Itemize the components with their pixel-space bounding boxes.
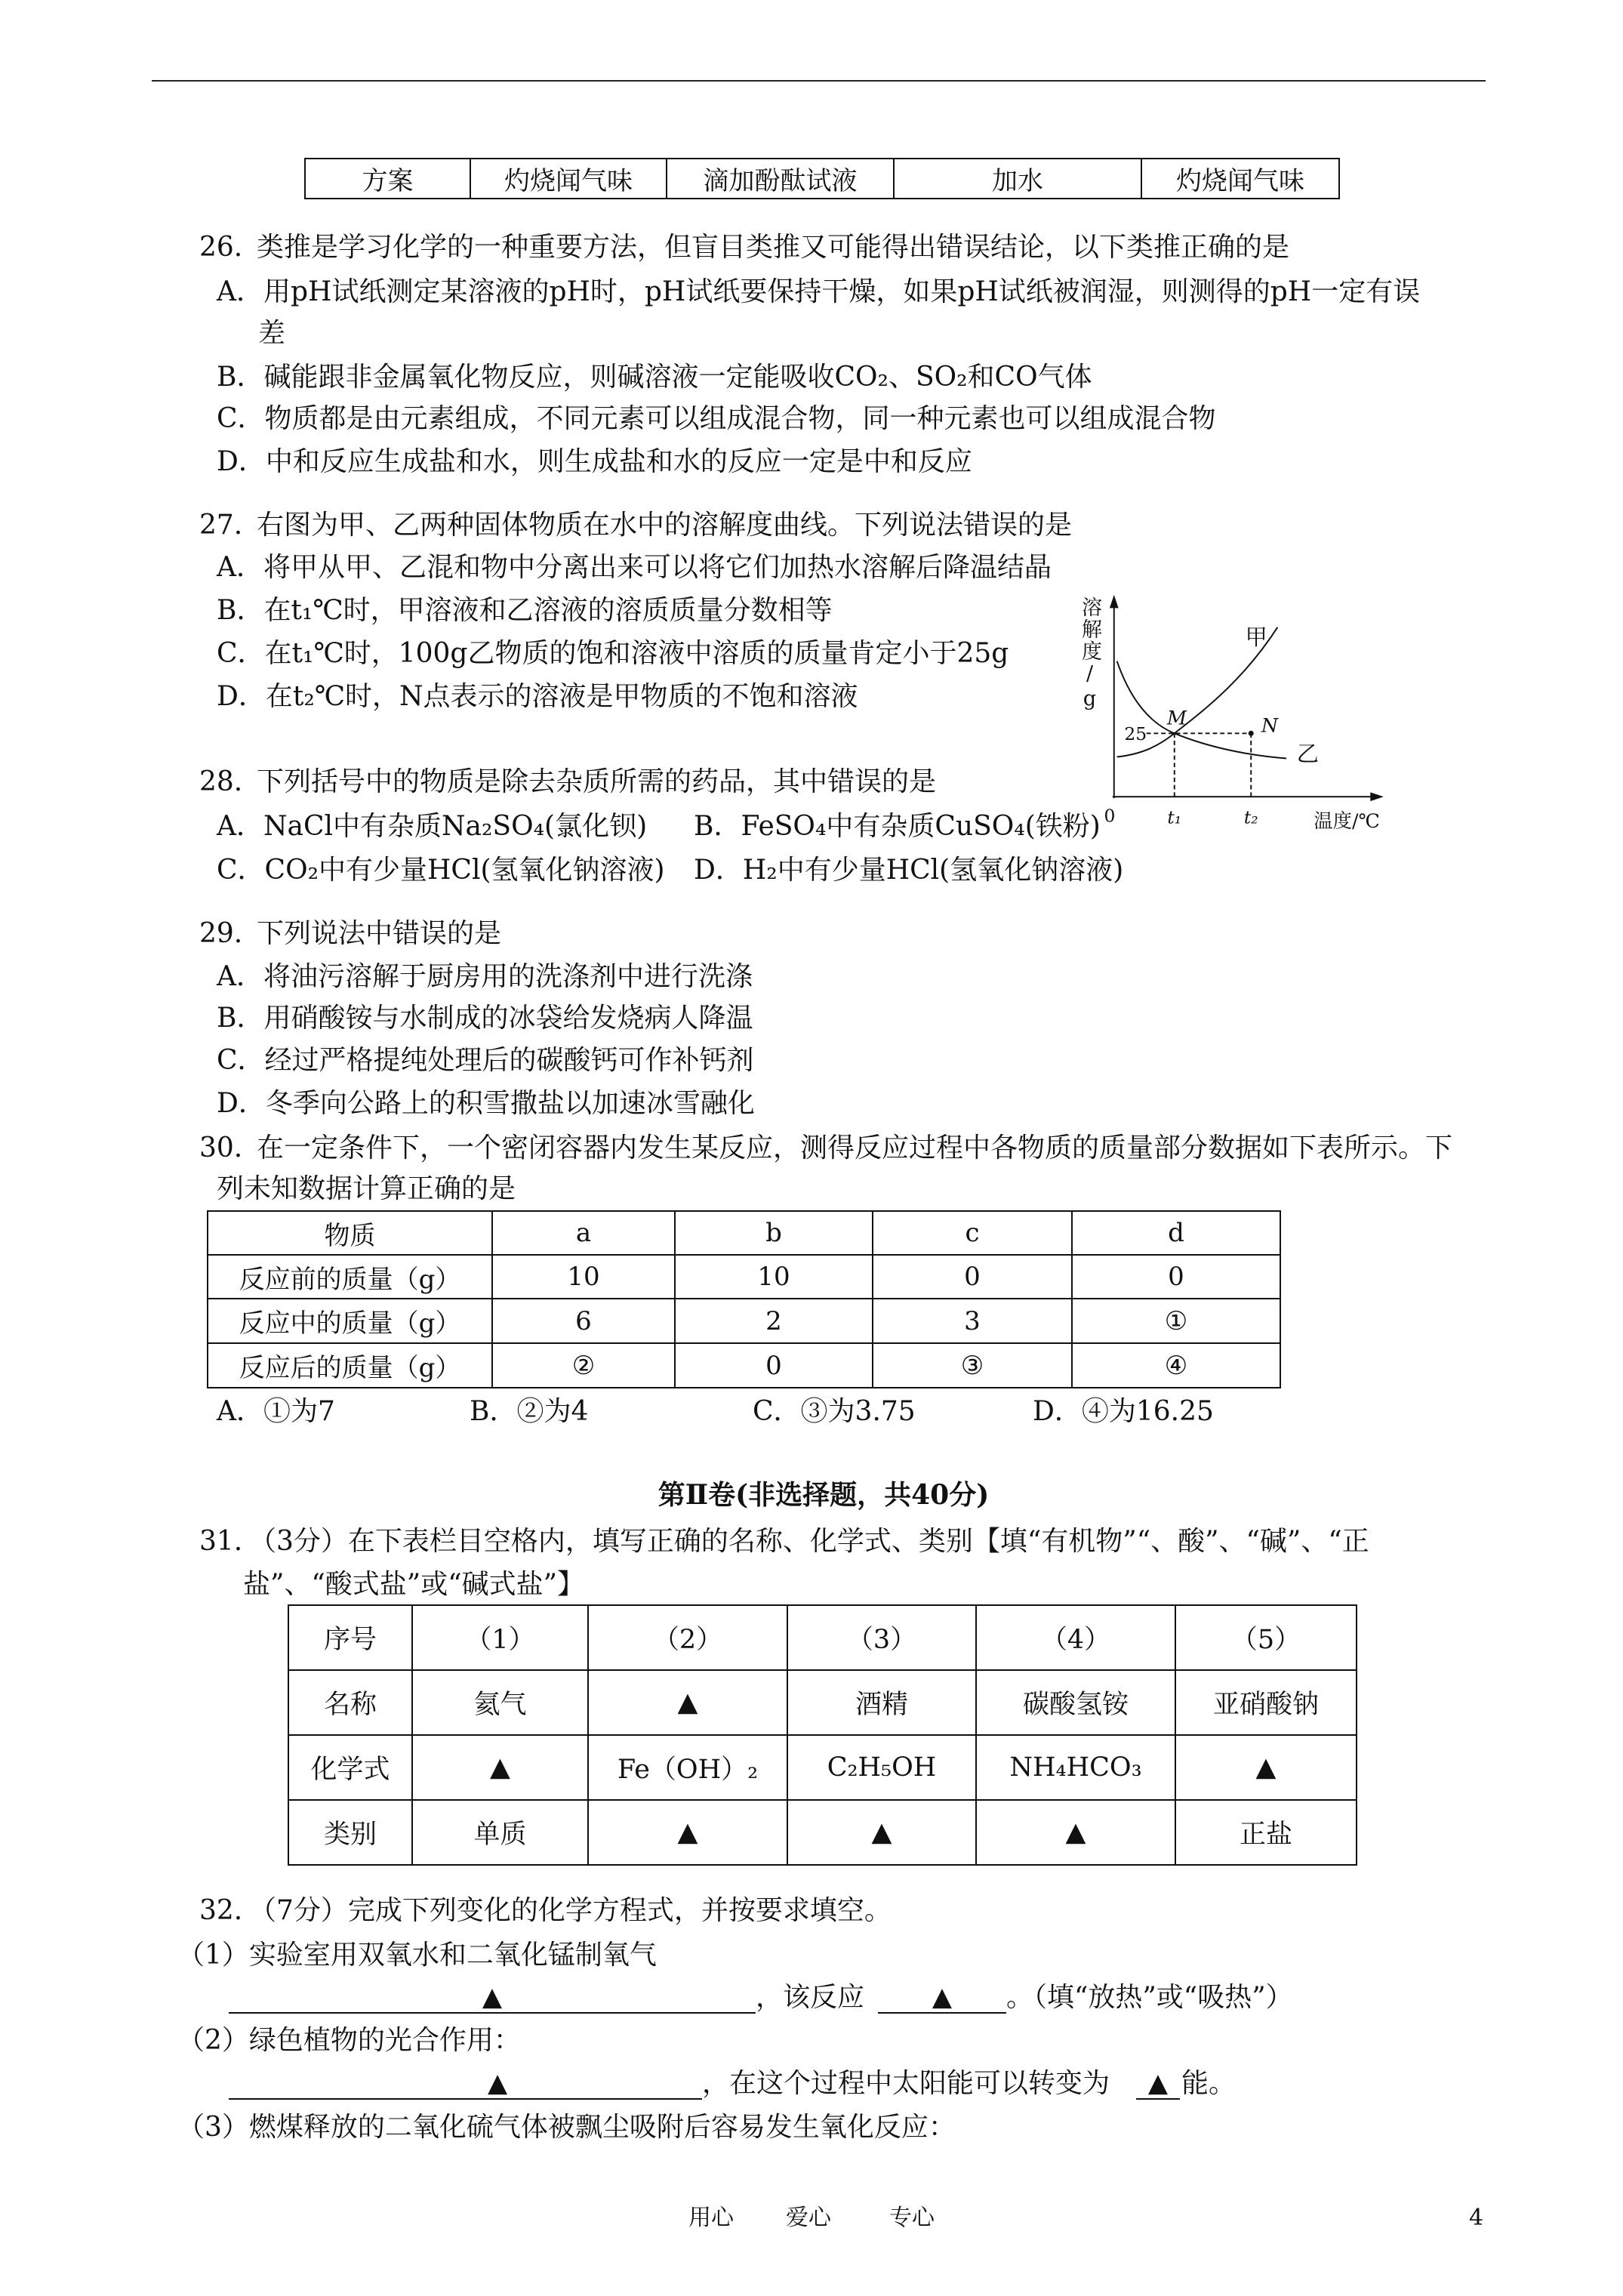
question-stem: 下列括号中的物质是除去杂质所需的药品，其中错误的是 <box>257 766 937 797</box>
table-cell: 亚硝酸钠 <box>1175 1670 1357 1735</box>
option-b: B．FeSO₄中有杂质CuSO₄(铁粉) <box>694 811 1101 842</box>
table-cell: 加水 <box>894 159 1141 199</box>
table-header-row <box>208 1211 1280 1255</box>
table-row <box>288 1735 1357 1800</box>
question-number: 26. <box>199 232 243 263</box>
table-cell: 正盐 <box>1175 1800 1357 1865</box>
table-cell: Fe（OH）₂ <box>588 1735 787 1800</box>
question-number: 27. <box>199 510 243 541</box>
part-2-text: ，在这个过程中太阳能可以转变为 <box>702 2068 1110 2099</box>
table-cell: ② <box>492 1343 675 1388</box>
question-stem: 下列说法中错误的是 <box>257 918 502 949</box>
table-row <box>208 1255 1280 1299</box>
point-n-dot <box>1249 731 1254 736</box>
table-header-cell: （2） <box>588 1605 787 1670</box>
part-2-prompt: （2）绿色植物的光合作用： <box>177 2025 521 2056</box>
solubility-curve-figure <box>1062 590 1394 834</box>
option-c: C．③为3.75 <box>753 1396 916 1427</box>
table-header-cell: 序号 <box>288 1605 412 1670</box>
part-1-hint: 。（填“放热”或“吸热”） <box>1006 1982 1293 2013</box>
page-number: 4 <box>1469 2205 1484 2231</box>
table-cell: 碳酸氢铵 <box>976 1670 1175 1735</box>
question-stem: 右图为甲、乙两种固体物质在水中的溶解度曲线。下列说法错误的是 <box>257 510 1073 541</box>
table-cell: 名称 <box>288 1670 412 1735</box>
question-number: 32. <box>199 1895 243 1926</box>
table-header-cell: 物质 <box>208 1211 492 1255</box>
question-stem: 类推是学习化学的一种重要方法，但盲目类推又可能得出错误结论，以下类推正确的是 <box>257 232 1290 263</box>
question-stem: （3分）在下表栏目空格内，填写正确的名称、化学式、类别【填“有机物”“、酸”、“碱”、“正 <box>249 1526 1369 1557</box>
answer-blank-equation <box>229 1982 756 2014</box>
part-2-end: 能。 <box>1181 2068 1236 2099</box>
option-b: B．②为4 <box>470 1396 589 1427</box>
table-header-row <box>288 1605 1357 1670</box>
table-header-cell: （4） <box>976 1605 1175 1670</box>
table-header-cell: a <box>492 1211 675 1255</box>
table-cell: 方案 <box>305 159 470 199</box>
option-a: A．①为7 <box>217 1396 335 1427</box>
table-row <box>288 1800 1357 1865</box>
table-row <box>208 1343 1280 1388</box>
point-m-label: M <box>1167 706 1187 729</box>
question-stem: （7分）完成下列变化的化学方程式，并按要求填空。 <box>249 1895 892 1926</box>
option-a: A．NaCl中有杂质Na₂SO₄(氯化钡) <box>217 811 648 842</box>
x-tick-t2: t₂ <box>1243 806 1258 828</box>
curve-label-jia: 甲 <box>1245 624 1267 651</box>
table-cell: 类别 <box>288 1800 412 1865</box>
option-c: C．CO₂中有少量HCl(氢氧化钠溶液) <box>217 855 665 886</box>
table-cell: 10 <box>675 1255 873 1299</box>
table-cell: ▲ <box>412 1735 588 1800</box>
table-cell: 2 <box>675 1299 873 1343</box>
part-1-text: ，该反应 <box>756 1982 865 2013</box>
x-tick-t1: t₁ <box>1167 806 1182 828</box>
table-cell: 单质 <box>412 1800 588 1865</box>
table-cell: 反应后的质量（g） <box>208 1343 492 1388</box>
footer-motto: 专心 <box>889 2205 935 2231</box>
part-3-prompt: （3）燃煤释放的二氧化硫气体被飘尘吸附后容易发生氧化反应： <box>177 2112 956 2143</box>
option-c: C．物质都是由元素组成，不同元素可以组成混合物，同一种元素也可以组成混合物 <box>217 403 1216 434</box>
table-header-cell: （5） <box>1175 1605 1357 1670</box>
table-cell: ▲ <box>1175 1735 1357 1800</box>
table-header-cell: （1） <box>412 1605 588 1670</box>
table-cell: ▲ <box>588 1670 787 1735</box>
blank-triangle-mark: ▲ <box>1147 2068 1169 2098</box>
x-axis-arrow-icon <box>1370 792 1384 801</box>
table-cell: 氦气 <box>412 1670 588 1735</box>
option-d: D．中和反应生成盐和水，则生成盐和水的反应一定是中和反应 <box>217 446 972 477</box>
option-d: D．冬季向公路上的积雪撒盐以加速冰雪融化 <box>217 1088 755 1119</box>
blank-triangle-mark: ▲ <box>488 2068 508 2098</box>
method-table <box>304 158 1340 199</box>
table-cell: 滴加酚酞试液 <box>667 159 894 199</box>
option-a: A．用pH试纸测定某溶液的pH时，pH试纸要保持干燥，如果pH试纸被润湿，则测得的pH一定有误 <box>217 276 1421 307</box>
option-a-continued: 差 <box>258 318 286 349</box>
table-cell: 3 <box>873 1299 1072 1343</box>
table-header-cell: d <box>1072 1211 1280 1255</box>
table-cell: 反应前的质量（g） <box>208 1255 492 1299</box>
compound-table <box>288 1604 1357 1866</box>
blank-triangle-mark: ▲ <box>482 1982 503 2012</box>
option-a: A．将甲从甲、乙混和物中分离出来可以将它们加热水溶解后降温结晶 <box>217 552 1052 583</box>
option-b: B．在t₁℃时，甲溶液和乙溶液的溶质质量分数相等 <box>217 595 833 626</box>
table-header-cell: （3） <box>787 1605 976 1670</box>
option-d: D．在t₂℃时，N点表示的溶液是甲物质的不饱和溶液 <box>217 681 858 712</box>
question-stem-continued: 盐”、“酸式盐”或“碱式盐”】 <box>243 1569 585 1600</box>
table-cell: 化学式 <box>288 1735 412 1800</box>
table-cell: ▲ <box>976 1800 1175 1865</box>
footer-motto: 用心 <box>688 2205 734 2231</box>
question-stem-continued: 列未知数据计算正确的是 <box>217 1173 516 1204</box>
option-b: B．碱能跟非金属氧化物反应，则碱溶液一定能吸收CO₂、SO₂和CO气体 <box>217 362 1092 393</box>
table-row <box>288 1670 1357 1735</box>
table-cell: ③ <box>873 1343 1072 1388</box>
table-row <box>305 159 1339 199</box>
table-cell: 10 <box>492 1255 675 1299</box>
option-b: B．用硝酸铵与水制成的冰袋给发烧病人降温 <box>217 1003 753 1034</box>
table-cell: 6 <box>492 1299 675 1343</box>
blank-triangle-mark: ▲ <box>932 1982 953 2012</box>
table-row <box>208 1299 1280 1343</box>
table-cell: C₂H₅OH <box>787 1735 976 1800</box>
table-cell: ① <box>1072 1299 1280 1343</box>
x-axis-label: 温度/℃ <box>1313 809 1380 833</box>
option-d: D．④为16.25 <box>1033 1396 1214 1427</box>
option-d: D．H₂中有少量HCl(氢氧化钠溶液) <box>694 855 1124 886</box>
table-cell: 0 <box>1072 1255 1280 1299</box>
answer-blank-heat <box>878 1982 1006 2014</box>
y-axis-arrow-icon <box>1110 595 1119 609</box>
question-number: 31. <box>199 1526 243 1557</box>
table-cell: 0 <box>675 1343 873 1388</box>
table-header-cell: c <box>873 1211 1072 1255</box>
footer-motto: 爱心 <box>786 2205 831 2231</box>
option-c: C．在t₁℃时，100g乙物质的饱和溶液中溶质的质量肯定小于25g <box>217 638 1009 669</box>
table-cell: ④ <box>1072 1343 1280 1388</box>
table-cell: 0 <box>873 1255 1072 1299</box>
section-heading: 第Ⅱ卷(非选择题，共40分) <box>658 1479 990 1511</box>
table-cell: NH₄HCO₃ <box>976 1735 1175 1800</box>
part-1-prompt: （1）实验室用双氧水和二氧化锰制氧气 <box>177 1940 657 1971</box>
curve-label-yi: 乙 <box>1296 741 1320 767</box>
table-cell: 酒精 <box>787 1670 976 1735</box>
question-number: 28. <box>199 766 243 797</box>
option-c: C．经过严格提纯处理后的碳酸钙可作补钙剂 <box>217 1045 754 1076</box>
mass-data-table <box>207 1210 1281 1388</box>
option-a: A．将油污溶解于厨房用的洗涤剂中进行洗涤 <box>217 961 753 992</box>
question-stem: 在一定条件下，一个密闭容器内发生某反应，测得反应过程中各物质的质量部分数据如下表所示。下 <box>257 1133 1453 1163</box>
y-axis-label: 溶解度/g <box>1078 596 1101 712</box>
y-tick-label: 25 <box>1124 723 1147 745</box>
answer-blank-energy <box>1136 2068 1180 2100</box>
table-header-cell: b <box>675 1211 873 1255</box>
question-number: 29. <box>199 918 243 949</box>
question-number: 30. <box>199 1133 243 1163</box>
table-cell: 反应中的质量（g） <box>208 1299 492 1343</box>
header-rule <box>152 80 1486 82</box>
table-cell: ▲ <box>787 1800 976 1865</box>
point-n-label: N <box>1261 713 1279 737</box>
table-cell: 灼烧闻气味 <box>1141 159 1339 199</box>
table-cell: 灼烧闻气味 <box>470 159 667 199</box>
table-cell: ▲ <box>588 1800 787 1865</box>
origin-label: 0 <box>1104 805 1116 827</box>
answer-blank-equation <box>229 2068 702 2100</box>
